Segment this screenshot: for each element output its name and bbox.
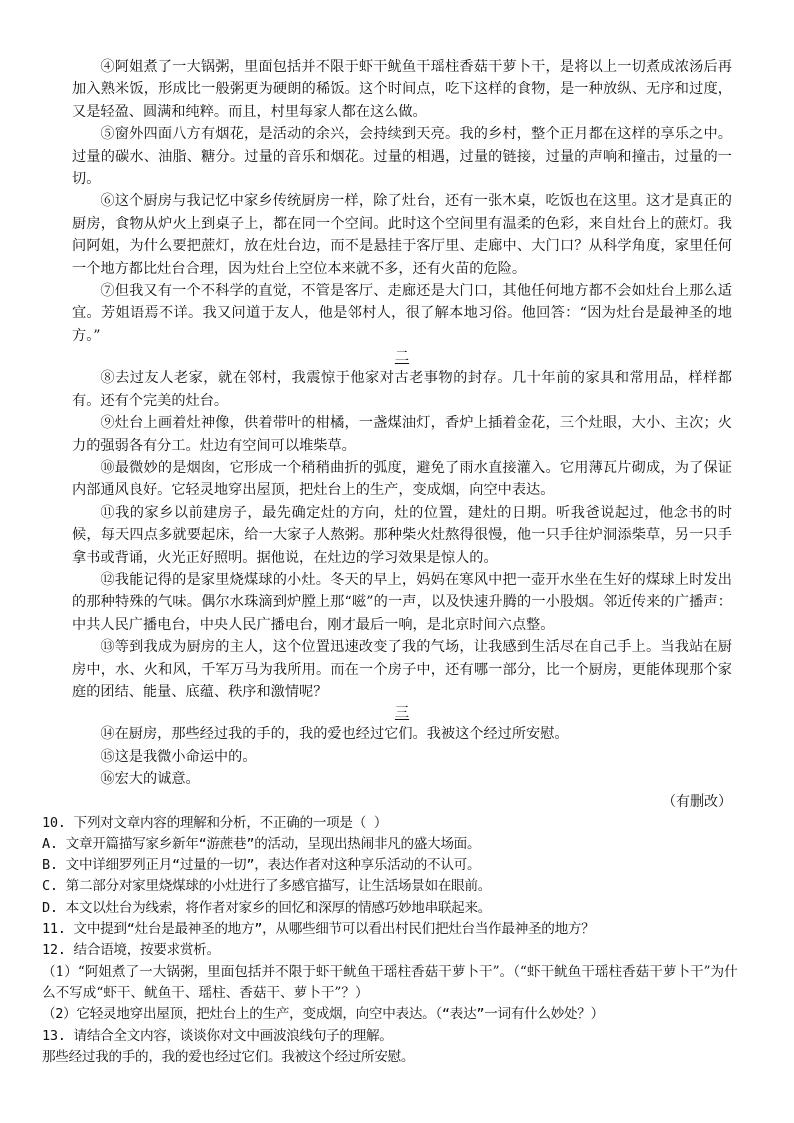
question-10: 10. 下列对文章内容的理解和分析，不正确的一项是（ ） bbox=[42, 814, 388, 831]
source-note: （有删改） bbox=[662, 793, 732, 810]
question-12-part-2: （2）它轻灵地穿出屋顶，把灶台上的生产，变成烟，向空中表达。（“表达”一词有什么妙处？） bbox=[42, 1006, 604, 1023]
questions-section bbox=[42, 813, 742, 1069]
question-12: 12. 结合语境，按要求赏析。 bbox=[42, 942, 220, 959]
paragraph-12: ⑫我能记得的是家里烧煤球的小灶。冬天的早上，妈妈在寒风中把一壶开水坐在生好的煤球上时发出的那种特殊的气味。偶尔水珠滴到炉膛上那“嗞”的一声，以及快速升腾的一小股烟。邻近传来的广播声：中共人民广播电台，中央人民广播电台，刚才最后一响，是北京时间六点整。 bbox=[72, 571, 732, 633]
paragraph-10: ⑩最微妙的是烟囱，它形成一个稍稍曲折的弧度，避免了雨水直接灌入。它用薄瓦片砌成，为了保证内部通风良好。它轻灵地穿出屋顶，把灶台上的生产，变成烟，向空中表达。 bbox=[72, 459, 732, 499]
paragraph-9: ⑨灶台上画着灶神像，供着带叶的柑橘，一盏煤油灯，香炉上插着金花，三个灶眼，大小、主次；火力的强弱各有分工。灶边有空间可以堆柴草。 bbox=[72, 415, 732, 454]
question-12-part-1: （1）“阿姐煮了一大锅粥，里面包括并不限于虾干鱿鱼干瑶柱香菇干萝卜干”。（“虾干鱿鱼干瑶柱香菇干萝卜干”为什么不写成“虾干、鱿鱼干、瑶柱、香菇干、萝卜干”？） bbox=[42, 963, 738, 1001]
paragraph-16: ⑯宏大的诚意。 bbox=[100, 771, 200, 788]
paragraph-13: ⑬等到我成为厨房的主人，这个位置迅速改变了我的气场，让我感到生活尽在自己手上。当我站在厨房中，水、火和风，千军万马为我所用。而在一个房子中，还有哪一部分，比一个厨房，更能体现那个家庭的团结、能量、底蕴、秩序和激情呢？ bbox=[72, 639, 732, 700]
section-heading-two: 二 bbox=[394, 349, 410, 366]
question-10-option-c: C. 第二部分对家里烧煤球的小灶进行了多感官描写，让生活场景如在眼前。 bbox=[42, 878, 492, 895]
question-10-option-d: D. 本文以灶台为线索，将作者对家乡的回忆和深厚的情感巧妙地串联起来。 bbox=[42, 899, 492, 916]
question-13: 13. 请结合全文内容，谈谈你对文中画波浪线句子的理解。 bbox=[42, 1027, 393, 1044]
paragraph-11: ⑪我的家乡以前建房子，最先确定灶的方向，灶的位置，建灶的日期。听我爸说起过，他念书的时候，每天四点多就要起床，给一大家子人熬粥。那种柴火灶熬得很慢，他一只手往炉洞添柴草，另一只手拿书或背诵，火光正好照明。据他说，在灶边的学习效果是惊人的。 bbox=[72, 504, 732, 566]
paragraph-15: ⑮这是我微小命运中的。 bbox=[100, 748, 257, 765]
paragraph-8: ⑧去过友人老家，就在邻村，我震惊于他家对古老事物的封存。几十年前的家具和常用品，样样都有。还有个完美的灶台。 bbox=[72, 370, 732, 409]
paragraph-7: ⑦但我又有一个不科学的直觉，不管是客厅、走廊还是大门口，其他任何地方都不会如灶台上那么适宜。芳姐语焉不详。我又问道于友人，他是邻村人，很了解本地习俗。他回答：“因为灶台是最神圣的地方。” bbox=[72, 283, 732, 344]
question-10-option-b: B. 文中详细罗列正月“过量的一切”，表达作者对这种享乐活动的不认可。 bbox=[42, 857, 481, 874]
question-10-option-a: A. 文章开篇描写家乡新年“游蔗巷”的活动，呈现出热闹非凡的盛大场面。 bbox=[42, 835, 481, 852]
question-11: 11. 文中提到“灶台是最神圣的地方”，从哪些细节可以看出村民们把灶台当作最神圣的地方？ bbox=[42, 921, 595, 938]
paragraph-14: ⑭在厨房，那些经过我的手的，我的爱也经过它们。我被这个经过所安慰。 bbox=[100, 726, 569, 743]
paragraph-4: ④阿姐煮了一大锅粥，里面包括并不限于虾干鱿鱼干瑶柱香菇干萝卜干，是将以上一切煮成浓汤后再加入熟米饭，形成比一般粥更为硬朗的稀饭。这个时间点，吃下这样的食物，是一种放纵、无序和过度，又是轻盈、圆满和纯粹。而且，村里每家人都在这么做。 bbox=[72, 59, 732, 120]
paragraph-5: ⑤窗外四面八方有烟花，是活动的余兴，会持续到天亮。我的乡村，整个正月都在这样的享乐之中。过量的碳水、油脂、糖分。过量的音乐和烟花。过量的相遇，过量的链接，过量的声响和撞击，过量的一切。 bbox=[72, 126, 732, 188]
question-13-quote: 那些经过我的手的，我的爱也经过它们。我被这个经过所安慰。 bbox=[42, 1048, 415, 1065]
paragraph-6: ⑥这个厨房与我记忆中家乡传统厨房一样，除了灶台，还有一张木桌，吃饭也在这里。这才是真正的厨房，食物从炉火上到桌子上，都在同一个空间。此时这个空间里有温柔的色彩，来自灶台上的蔗灯。我问阿姐，为什么要把蔗灯，放在灶台边，而不是悬挂于客厅里、走廊中、大门口？从科学角度，家里任何一个地方都比灶台合理，因为灶台上空位本来就不多，还有火苗的危险。 bbox=[72, 193, 732, 277]
section-heading-three: 三 bbox=[394, 705, 410, 722]
document-page bbox=[42, 56, 738, 1068]
